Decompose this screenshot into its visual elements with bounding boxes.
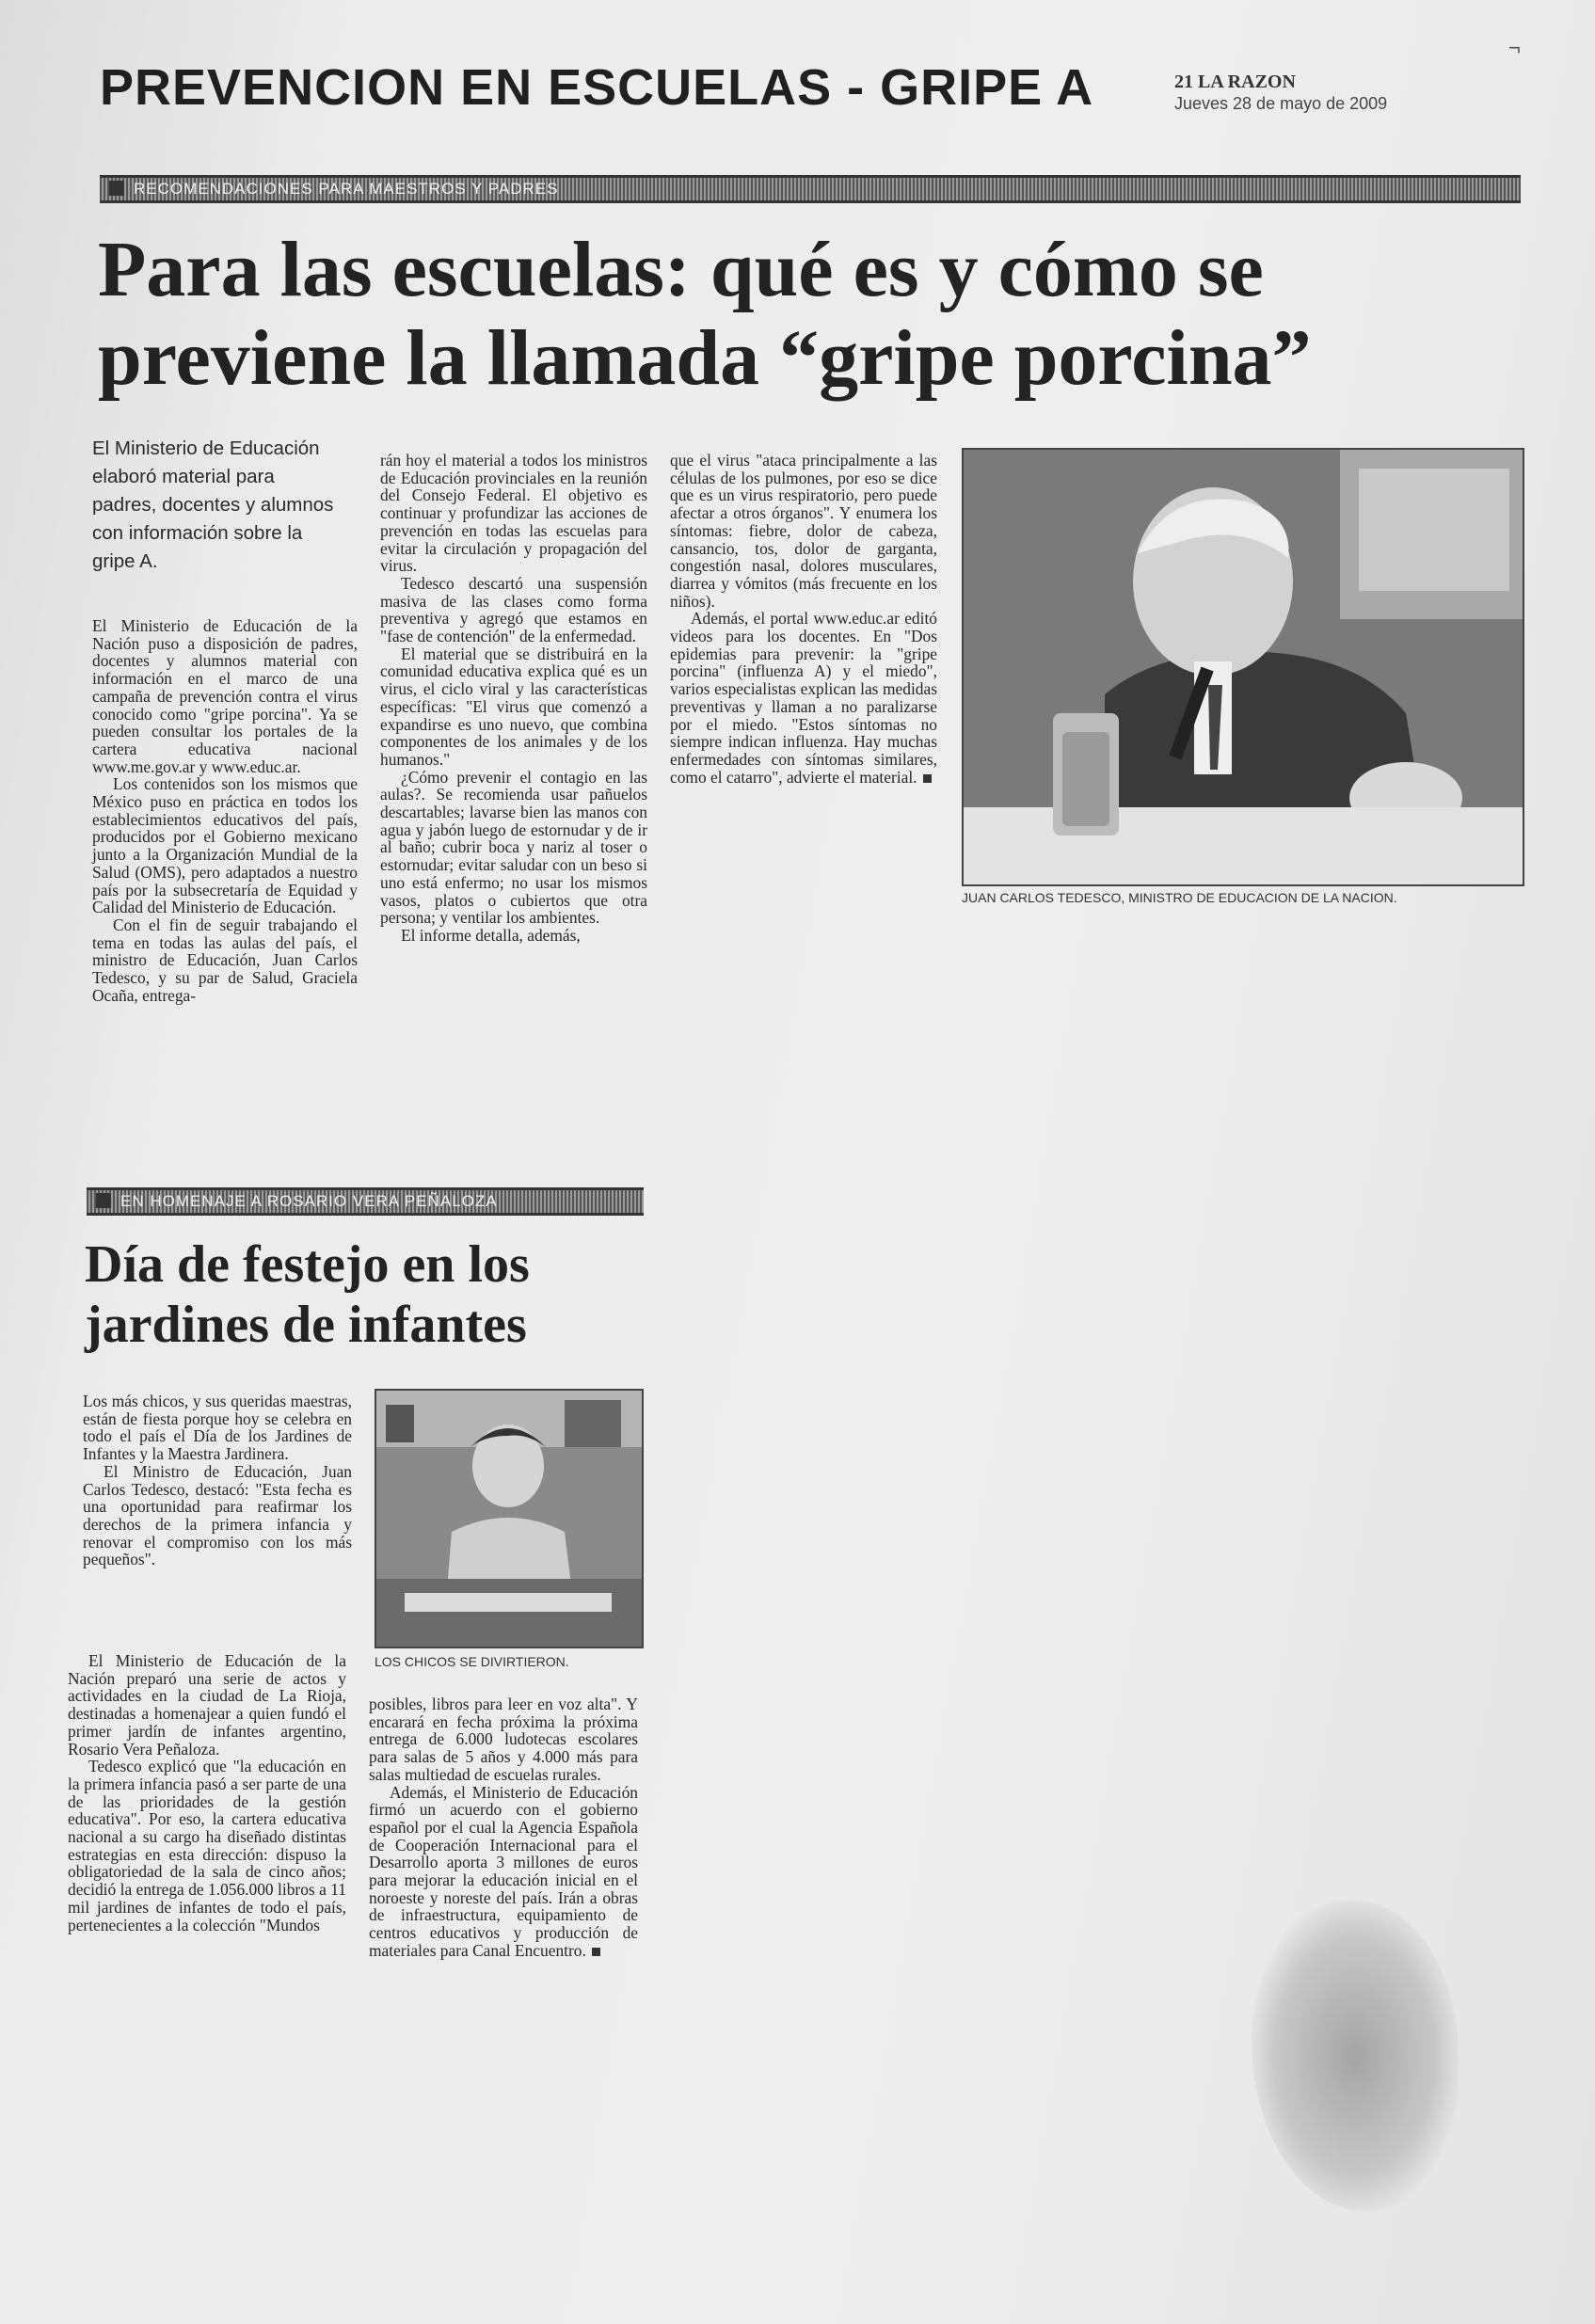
paragraph: El informe detalla, además, [401,925,581,945]
paragraph: El material que se distribuirá en la comunidad educativa explica qué es un virus, el ciclo viral y las características específicas: "El virus que comenzó a expandirse es uno nuevo, que combina componentes de los animales y de los humanos." [380,644,647,769]
article1-column-3 [670,452,937,786]
article1-title: Para las escuelas: qué es y cómo se previene la llamada “gripe porcina” [98,226,1312,403]
paragraph: Los contenidos son los mismos que México puso en práctica en todos los establecimientos educativos del país, producidos por el Gobierno mexicano junto a la Organización Mundial de la Salud (OMS), pero adaptados a nuestro país por la subsecretaría de Equidad y Calidad del Ministerio de Educación. [92,774,358,917]
kicker-square-icon [109,181,124,196]
article2-column-2 [369,1695,638,1960]
paragraph: Tedesco descartó una suspensión masiva de las clases como forma preventiva y agregó que estamos en "fase de contención" de la enfermedad. [380,573,647,646]
kicker-square-icon [96,1193,111,1208]
tedesco-photo [962,448,1524,886]
article2-kicker [87,1187,644,1216]
tedesco-photo-caption: JUAN CARLOS TEDESCO, MINISTRO DE EDUCACION DE LA NACION. [962,890,1397,905]
end-of-article-icon [592,1948,600,1956]
paragraph: Con el fin de seguir trabajando el tema en todas las aulas del país, el ministro de Educación, Juan Carlos Tedesco, y su par de Salud, Graciela Ocaña, entrega- [92,915,358,1005]
children-photo-caption: LOS CHICOS SE DIVIRTIERON. [375,1654,569,1669]
end-of-article-icon [923,774,932,783]
article1-column-2 [380,452,647,945]
paragraph: ¿Cómo prevenir el contagio en las aulas?. Se recomienda usar pañuelos descartables; lavarse bien las manos con agua y jabón luego de estornudar y de ir al baño; cubrir boca y nariz al toser o estornudar; evitar saludar con un beso si uno está enfermo; no usar los mismos vasos, platos o cubiertos que otra persona; y ventilar los ambientes. [380,767,647,928]
paragraph [369,1784,638,1960]
issue-date: Jueves 28 de mayo de 2009 [1174,94,1388,113]
article2-title: Día de festejo en los jardines de infantes [85,1235,530,1355]
children-photo [375,1389,644,1648]
paragraph: que el virus "ataca principalmente a las células de los pulmones, por eso se dice que es un virus respiratorio, pero puede afectar a otros órganos". Y enumera los síntomas: fiebre, dolor de cabeza, cansancio, tos, dolor de garganta, congestión nasal, dolores musculares, diarrea y vómitos (más frecuente en los niños). [670,451,937,611]
tedesco-photo-image [964,450,1523,884]
article2-column-1a [83,1393,352,1568]
corner-crop-mark: ¬ [1508,36,1521,59]
newspaper-name: 21 LA RAZON [1174,72,1296,92]
paragraph: El Ministerio de Educación de la Nación puso a disposición de padres, docentes y alumnos material con información en el marco de una campaña de prevención contra el virus conocido como "gripe porcina". Ya se pueden consultar los portales de la cartera educativa nacional www.me.gov.ar y www.educ.ar. [92,616,358,776]
article2-column-1b [68,1652,346,1934]
paragraph: Los más chicos, y sus queridas maestras, están de fiesta porque hoy se celebra en todo el país el Día de los Jardines de Infantes y la Maestra Jardinera. [83,1392,352,1464]
article1-lead: El Ministerio de Educación elaboró material para padres, docentes y alumnos con información sobre la gripe A. [92,438,334,572]
paragraph: rán hoy el material a todos los ministros de Educación provinciales en la reunión del Consejo Federal. El objetivo es continuar y profundizar las acciones de prevención en todas las escuelas para evitar la circulación y propagación del virus. [380,451,647,576]
paragraph: posibles, libros para leer en voz alta". Y encarará en fecha próxima la próxima entrega de 6.000 ludotecas escolares para salas de 5 años y 4.000 más para salas multiedad de escuelas rurales. [369,1695,638,1784]
article2-kicker-label: EN HOMENAJE A ROSARIO VERA PEÑALOZA [120,1192,498,1210]
article1-kicker [100,175,1521,203]
paragraph: El Ministro de Educación, Juan Carlos Tedesco, destacó: "Esta fecha es una oportunidad para reafirmar los derechos de la primera infancia y renovar el compromiso con los más pequeños". [83,1461,352,1569]
article1-column-1 [92,617,358,1004]
paragraph: El Ministerio de Educación de la Nación preparó una serie de actos y actividades en la ciudad de La Rioja, destinadas a homenajear a quien fundó el primer jardín de infantes argentino, Rosario Vera Peñaloza. [68,1651,346,1759]
section-header: PREVENCION EN ESCUELAS - GRIPE A [100,59,1094,116]
paragraph-text: Además, el Ministerio de Educación firmó un acuerdo con el gobierno español por el cual la Agencia Española de Cooperación Internacional para el Desarrollo aporta 3 millones de euros para mejorar la educación inicial en el noroeste y noreste del país. Irán a obras de infraestructura, equipamiento de centros educativos y producción de materiales para Canal Encuentro. [369,1782,638,1960]
article1-kicker-label: RECOMENDACIONES PARA MAESTROS Y PADRES [134,180,559,198]
paragraph: Tedesco explicó que "la educación en la primera infancia pasó a ser parte de una de las prioridades de la gestión educativa". Por eso, la cartera educativa nacional a su cargo ha diseñado distintas estrategias en esta dirección: dispuso la obligatoriedad de la sala de cinco años; decidió la entrega de 1.056.000 libros a 11 mil jardines de infantes de todo el país, pertenecientes a la colección "Mundos [68,1757,346,1934]
paragraph-text: Además, el portal www.educ.ar editó videos para los docentes. En "Dos epidemias para prevenir: la "gripe porcina" (influenza A) y el miedo", varios especialistas explican las medidas preventivas y llaman a no paralizarse por el miedo. "Estos síntomas no siempre indican influenza. Hay muchas enfermedades con síntomas similares, como el catarro", advierte el material. [670,609,937,787]
children-photo-image [376,1391,642,1647]
paragraph [670,610,937,786]
paper-stain [1252,1901,1459,2211]
